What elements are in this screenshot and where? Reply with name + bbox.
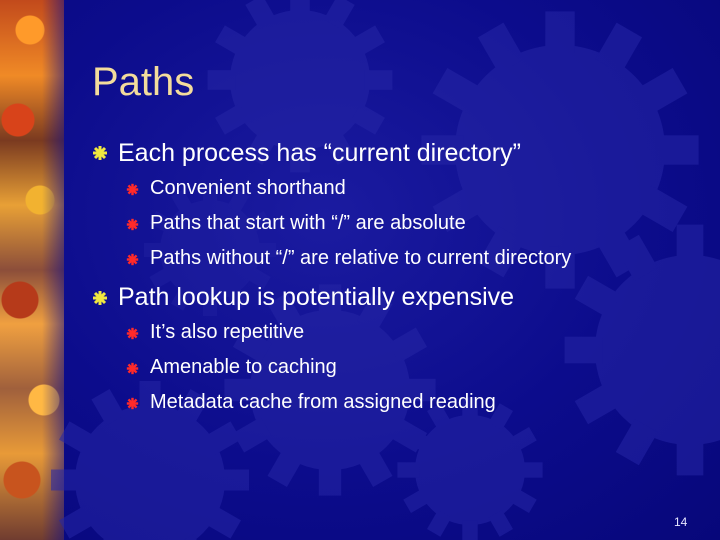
asterisk-bullet-icon	[126, 218, 139, 231]
asterisk-bullet-icon	[126, 183, 139, 196]
asterisk-bullet-icon	[126, 327, 139, 340]
asterisk-bullet-icon	[126, 253, 139, 266]
bullet-level2-text: Convenient shorthand	[150, 177, 346, 199]
bullet-level2-text: It’s also repetitive	[150, 321, 305, 343]
bullet-level2-text: Paths without “/” are relative to current directory	[150, 247, 572, 269]
slide-title: Paths	[92, 60, 195, 104]
bullet-level1-text: Path lookup is potentially expensive	[118, 283, 515, 311]
bullet-level2-text: Metadata cache from assigned reading	[150, 391, 496, 413]
bullet-level1-text: Each process has “current directory”	[118, 139, 521, 167]
page-number: 14	[674, 515, 688, 529]
asterisk-bullet-icon	[92, 145, 108, 161]
asterisk-bullet-icon	[126, 397, 139, 410]
bullet-level2-text: Paths that start with “/” are absolute	[150, 212, 466, 234]
asterisk-bullet-icon	[126, 362, 139, 375]
bullet-level2-text: Amenable to caching	[150, 356, 337, 378]
asterisk-bullet-icon	[92, 290, 108, 306]
